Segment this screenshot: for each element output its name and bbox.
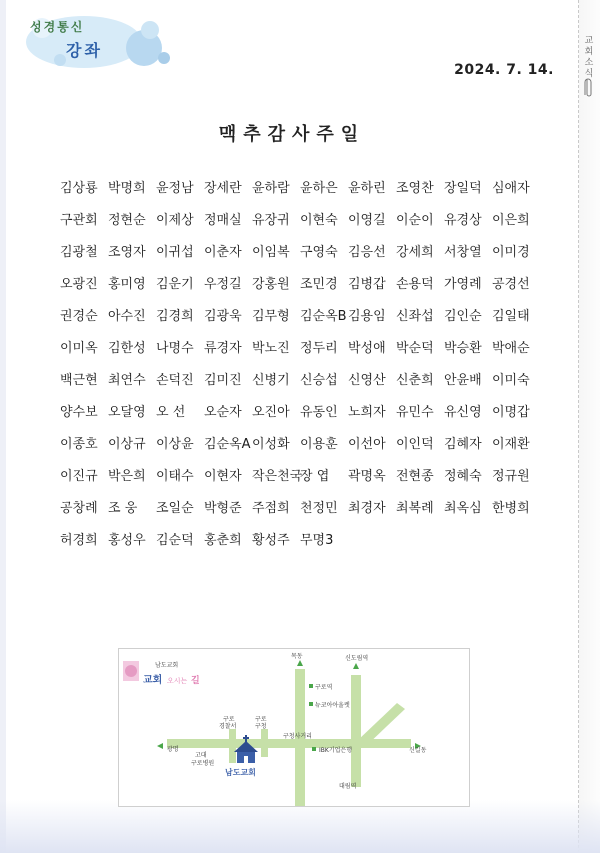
donor-name: 서창열 bbox=[444, 245, 482, 260]
donor-name: 이인덕 bbox=[396, 437, 434, 452]
donor-name: 이순이 bbox=[396, 213, 434, 228]
road-main-horizontal bbox=[167, 739, 411, 748]
donor-name: 구영숙 bbox=[300, 245, 338, 260]
donor-row bbox=[60, 401, 540, 433]
map-label-gorae-2: 구로병원 bbox=[191, 760, 215, 767]
marker-guro-station bbox=[309, 684, 313, 688]
donor-name: 황성주 bbox=[252, 533, 290, 548]
map-label-daerim: 대림역 bbox=[339, 783, 357, 790]
donor-name: 안윤배 bbox=[444, 373, 482, 388]
donor-row bbox=[60, 529, 540, 561]
donor-name: 이현자 bbox=[204, 469, 242, 484]
donor-name: 강세희 bbox=[396, 245, 434, 260]
donor-name: 최연수 bbox=[108, 373, 146, 388]
map-flower-bloom bbox=[125, 665, 137, 677]
donor-name: 허경희 bbox=[60, 533, 98, 548]
donor-name-list bbox=[60, 177, 540, 561]
donor-name: 박순덕 bbox=[396, 341, 434, 356]
donor-name: 홍미영 bbox=[108, 277, 146, 292]
donor-name: 이진규 bbox=[60, 469, 98, 484]
donor-name: 정두리 bbox=[300, 341, 338, 356]
donor-name: 김광철 bbox=[60, 245, 98, 260]
donor-name: 노희자 bbox=[348, 405, 386, 420]
donor-name: 김순덕 bbox=[156, 533, 194, 548]
donor-name: 최옥심 bbox=[444, 501, 482, 516]
donor-name: 조영찬 bbox=[396, 181, 434, 196]
road-guro-police bbox=[229, 729, 236, 763]
donor-name: 이재환 bbox=[492, 437, 530, 452]
donor-name: 이성화 bbox=[252, 437, 290, 452]
donor-name: 이미숙 bbox=[492, 373, 530, 388]
donor-row bbox=[60, 337, 540, 369]
logo-title-top: 성경통신 bbox=[30, 20, 85, 34]
donor-name: 이미옥 bbox=[60, 341, 98, 356]
donor-name: 유신영 bbox=[444, 405, 482, 420]
donor-name: 오진아 bbox=[252, 405, 290, 420]
donor-name: 장일덕 bbox=[444, 181, 482, 196]
donor-name: 주점희 bbox=[252, 501, 290, 516]
donor-name: 김경희 bbox=[156, 309, 194, 324]
donor-name: 신좌섭 bbox=[396, 309, 434, 324]
donor-name: 박은희 bbox=[108, 469, 146, 484]
donor-name: 손덕진 bbox=[156, 373, 194, 388]
donor-name: 김한성 bbox=[108, 341, 146, 356]
donor-name: 김운기 bbox=[156, 277, 194, 292]
donor-name: 김무형 bbox=[252, 309, 290, 324]
map-label-mokdong: 목동 bbox=[291, 653, 303, 660]
donor-name: 박노진 bbox=[252, 341, 290, 356]
donor-row bbox=[60, 209, 540, 241]
donor-row bbox=[60, 369, 540, 401]
donor-row bbox=[60, 241, 540, 273]
donor-name: 작은천국 bbox=[252, 469, 303, 484]
donor-name: 김응선 bbox=[348, 245, 386, 260]
donor-name: 공경선 bbox=[492, 277, 530, 292]
donor-name: 장 엽 bbox=[300, 469, 330, 484]
arrow-left-gwangmyeong bbox=[157, 743, 163, 749]
donor-name: 양수보 bbox=[60, 405, 98, 420]
donor-row bbox=[60, 433, 540, 465]
donor-name: 공창례 bbox=[60, 501, 98, 516]
donor-name: 유동인 bbox=[300, 405, 338, 420]
donor-name: 김일태 bbox=[492, 309, 530, 324]
road-vertical-right bbox=[351, 675, 361, 787]
donor-name: 정매실 bbox=[204, 213, 242, 228]
donor-name: 권경순 bbox=[60, 309, 98, 324]
map-graphic bbox=[119, 649, 469, 806]
donor-name: 천정민 bbox=[300, 501, 338, 516]
road-guro-office bbox=[261, 729, 268, 757]
donor-name: 김순옥A bbox=[204, 437, 251, 452]
donor-name: 이현숙 bbox=[300, 213, 338, 228]
donor-name: 이종호 bbox=[60, 437, 98, 452]
donor-name: 오달영 bbox=[108, 405, 146, 420]
donor-name: 이미경 bbox=[492, 245, 530, 260]
donor-name: 이용훈 bbox=[300, 437, 338, 452]
marker-new-corea bbox=[309, 702, 313, 706]
donor-name: 윤하린 bbox=[348, 181, 386, 196]
donor-name: 유민수 bbox=[396, 405, 434, 420]
bulletin-date: 2024. 7. 14. bbox=[454, 62, 554, 78]
donor-row bbox=[60, 497, 540, 529]
map-church-small: 남도교회 bbox=[155, 662, 179, 669]
donor-name: 박승환 bbox=[444, 341, 482, 356]
donor-name: 이상규 bbox=[108, 437, 146, 452]
donor-name: 이은희 bbox=[492, 213, 530, 228]
donor-name: 김순옥B bbox=[300, 309, 347, 324]
donor-name: 홍춘희 bbox=[204, 533, 242, 548]
donor-name: 홍성우 bbox=[108, 533, 146, 548]
donor-name: 박명희 bbox=[108, 181, 146, 196]
donor-name: 유경상 bbox=[444, 213, 482, 228]
paperclip-icon bbox=[583, 76, 595, 100]
map-heading-road: 길 bbox=[191, 676, 200, 686]
donor-name: 이태수 bbox=[156, 469, 194, 484]
map-label-crossroad: 구청사거리 bbox=[283, 733, 312, 740]
donor-name: 김미진 bbox=[204, 373, 242, 388]
donor-name: 전현종 bbox=[396, 469, 434, 484]
donor-name: 백근현 bbox=[60, 373, 98, 388]
donor-name: 구관회 bbox=[60, 213, 98, 228]
map-label-ibk: IBK기업은행 bbox=[319, 747, 353, 754]
map-label-guro-police-2: 경찰서 bbox=[219, 723, 237, 730]
donor-name: 조영자 bbox=[108, 245, 146, 260]
donor-name: 오순자 bbox=[204, 405, 242, 420]
donor-name: 윤하은 bbox=[300, 181, 338, 196]
donor-name: 오광진 bbox=[60, 277, 98, 292]
map-label-gorae-1: 고대 bbox=[195, 752, 207, 759]
donor-name: 나명수 bbox=[156, 341, 194, 356]
donor-name: 조 웅 bbox=[108, 501, 138, 516]
donor-name: 이귀섭 bbox=[156, 245, 194, 260]
donor-row bbox=[60, 273, 540, 305]
donor-name: 조일순 bbox=[156, 501, 194, 516]
donor-name: 윤정남 bbox=[156, 181, 194, 196]
donor-name: 이선아 bbox=[348, 437, 386, 452]
donor-name: 김상룡 bbox=[60, 181, 98, 196]
donor-name: 이춘자 bbox=[204, 245, 242, 260]
donor-name: 무명3 bbox=[300, 533, 334, 548]
donor-name: 심애자 bbox=[492, 181, 530, 196]
map-label-guro-police-1: 구로 bbox=[223, 716, 235, 723]
donor-name: 신승섭 bbox=[300, 373, 338, 388]
donor-name: 윤하람 bbox=[252, 181, 290, 196]
donor-name: 가영례 bbox=[444, 277, 482, 292]
donor-name: 유장귀 bbox=[252, 213, 290, 228]
arrow-up-mokdong bbox=[297, 660, 303, 666]
donor-name: 최경자 bbox=[348, 501, 386, 516]
donor-name: 조민경 bbox=[300, 277, 338, 292]
donor-row bbox=[60, 177, 540, 209]
donor-row bbox=[60, 305, 540, 337]
donor-name: 아수진 bbox=[108, 309, 146, 324]
donor-row bbox=[60, 465, 540, 497]
map-label-guro-office-2: 구청 bbox=[255, 723, 267, 730]
donor-name: 김혜자 bbox=[444, 437, 482, 452]
map-heading-church: 교회 bbox=[143, 675, 163, 686]
donor-name: 신병기 bbox=[252, 373, 290, 388]
donor-name: 이명갑 bbox=[492, 405, 530, 420]
side-label: 교회소식 bbox=[584, 36, 594, 79]
donor-name: 정현순 bbox=[108, 213, 146, 228]
map-heading-come: 오시는 bbox=[167, 677, 188, 685]
donor-name: 손용덕 bbox=[396, 277, 434, 292]
donor-name: 신춘희 bbox=[396, 373, 434, 388]
page-title: 맥추감사주일 bbox=[218, 124, 366, 145]
donor-name: 박애순 bbox=[492, 341, 530, 356]
map-label-church: 남도교회 bbox=[225, 768, 256, 777]
donor-name: 이임복 bbox=[252, 245, 290, 260]
map-label-guro-office-1: 구로 bbox=[255, 716, 267, 723]
donor-name: 이제상 bbox=[156, 213, 194, 228]
donor-name: 김용임 bbox=[348, 309, 386, 324]
donor-name: 김인순 bbox=[444, 309, 482, 324]
donor-name: 김병갑 bbox=[348, 277, 386, 292]
donor-name: 김광욱 bbox=[204, 309, 242, 324]
map-label-gwangmyeong: 광명 bbox=[167, 746, 179, 753]
donor-name: 장세란 bbox=[204, 181, 242, 196]
map-label-new-corea: 뉴코아아울렛 bbox=[315, 702, 350, 709]
donor-name: 이영길 bbox=[348, 213, 386, 228]
donor-name: 류경자 bbox=[204, 341, 242, 356]
marker-ibk bbox=[312, 747, 316, 751]
donor-name: 곽명옥 bbox=[348, 469, 386, 484]
donor-name: 박형준 bbox=[204, 501, 242, 516]
logo-title-bottom: 강좌 bbox=[66, 41, 103, 60]
donor-name: 박성애 bbox=[348, 341, 386, 356]
arrow-up-sindorim bbox=[353, 663, 359, 669]
donor-name: 최복례 bbox=[396, 501, 434, 516]
donor-name: 신영산 bbox=[348, 373, 386, 388]
donor-name: 한병희 bbox=[492, 501, 530, 516]
donor-name: 우정길 bbox=[204, 277, 242, 292]
page-bottom-shadow bbox=[0, 800, 600, 853]
map-label-singil: 신길동 bbox=[409, 747, 427, 754]
map-label-guro-station: 구로역 bbox=[315, 684, 333, 691]
donor-name: 이상윤 bbox=[156, 437, 194, 452]
donor-name: 정규원 bbox=[492, 469, 530, 484]
map-label-sindorim: 신도림역 bbox=[345, 655, 369, 662]
donor-name: 정혜숙 bbox=[444, 469, 482, 484]
church-directions-map bbox=[118, 648, 470, 807]
donor-name: 오 선 bbox=[156, 405, 186, 420]
donor-name: 강홍원 bbox=[252, 277, 290, 292]
